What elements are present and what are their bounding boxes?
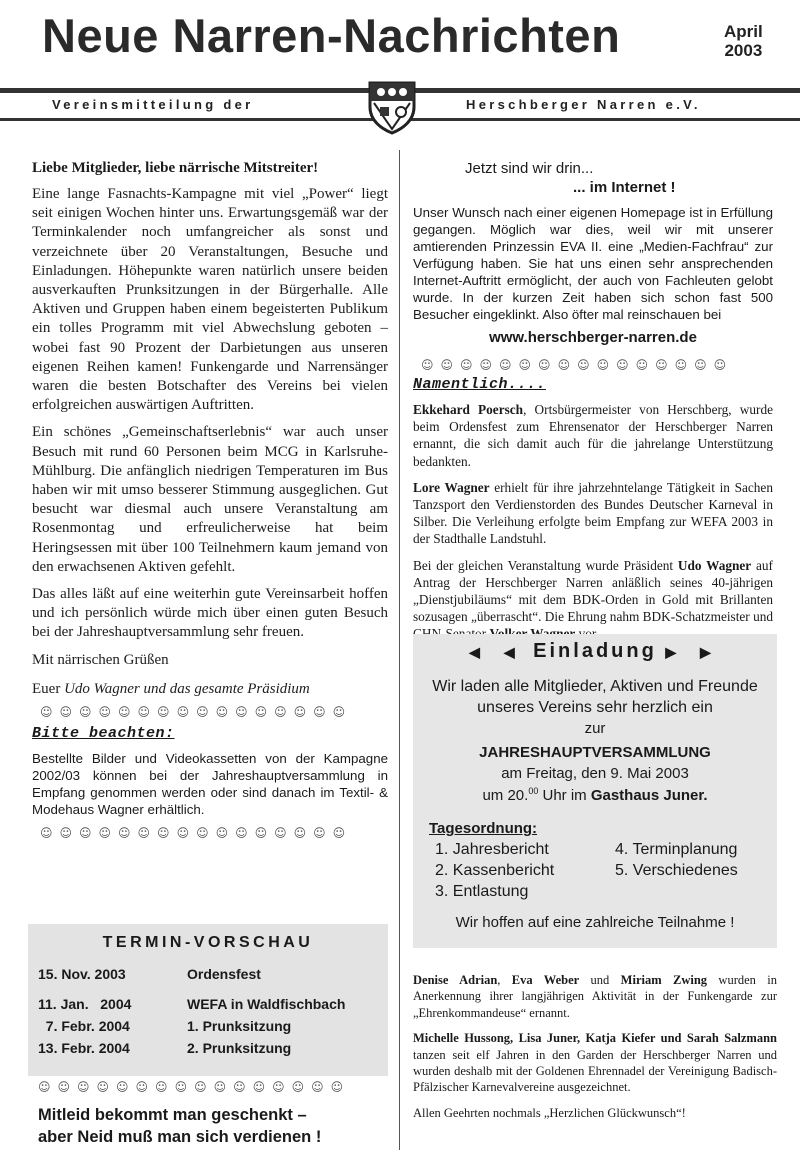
honoree-text: Bei der gleichen Veranstaltung wurde Präsident <box>413 557 678 573</box>
honoree-text: , Ortsbürgermeister von Herschberg, wurde beim Ordensfest zum Ehrensenator der Herschberger Narren ernannt, die sich damit auch für die jahrelange Unterstützung bedankten. <box>413 402 773 469</box>
termin-date: 11. Jan. 2004 <box>38 996 132 1012</box>
termin-title: TERMIN-VORSCHAU <box>102 934 314 951</box>
right-column <box>413 160 773 652</box>
notice-text: Bestellte Bilder und Videokassetten von der Kampagne 2002/03 können bei der Jahreshauptversammlung in Empfang genommen werden oder sind danach im Textil- & Modehaus Wagner erhältlich. <box>32 751 388 818</box>
honoree-text: erhielt für ihre jahrzehntelange Tätigkeit in Sachen Tanzsport den Verdienstorden des Bundes Deutscher Karneval in Silber. Die Verleihung erfolgte beim Empfang zur WEFA 2003 in der Stadthalle Landstuhl. <box>413 479 773 547</box>
arrow-left-icon: ◀ ◀ <box>469 644 525 660</box>
column-divider <box>399 150 400 1150</box>
signature-name: Udo Wagner und das gesamte Präsidium <box>64 680 310 697</box>
namentlich-paragraph-3 <box>413 557 773 643</box>
time-text: Uhr im <box>538 787 591 804</box>
smiley-divider: ☺☺☺☺☺☺☺☺☺☺☺☺☺☺☺☺ <box>421 358 734 372</box>
internet-headline-1: Jetzt sind wir drin... <box>465 160 594 177</box>
honoree-text: , <box>497 973 512 987</box>
greeting-heading: Liebe Mitglieder, liebe närrische Mitstreiter! <box>32 160 319 176</box>
honors-section <box>413 972 777 1130</box>
invitation-box <box>413 634 777 948</box>
agenda-item: 4. Terminplanung <box>615 841 738 858</box>
internet-text: Unser Wunsch nach einer eigenen Homepage ist in Erfüllung gegangen. Möglich war dies, weil wir mit unserer amtierenden Prinzessin EVA II. eine „Medien-Fachfrau“ zur Verfügung haben. Sie hat uns einen sehr ansprechenden Internet-Auftritt ermöglicht, der auch von Fachleuten gelobt wurde. In der kurzen Zeit haben sich schon fast 500 Besucher eingeklinkt. Also öfter mal reinschauen bei <box>413 205 773 322</box>
honoree-name: Denise Adrian <box>413 973 498 987</box>
termin-event: 1. Prunksitzung <box>187 1018 292 1034</box>
motto-line-1: Mitleid bekommt man geschenkt – <box>38 1106 307 1124</box>
termin-date: 15. Nov. 2003 <box>38 966 126 982</box>
agenda-item: 5. Verschiedenes <box>615 862 738 879</box>
honoree-text: auf Antrag der Herschberger Narren anläßlich seines 40-jährigen „Dienstjubiläums“ mit dem BDK-Orden in Gold mit Brillanten sozusagen „überrascht“. Die Ehrung nahm BDK-Schatzmeister und <box>413 557 774 625</box>
namentlich-paragraph-2 <box>413 479 773 548</box>
termin-date: 7. Febr. 2004 <box>38 1018 130 1034</box>
issue-year: 2003 <box>724 41 763 60</box>
invitation-title <box>413 640 777 663</box>
namentlich-heading: Namentlich.... <box>413 376 547 393</box>
honors-paragraph-3: Allen Geehrten nochmals „Herzlichen Glückwunsch“! <box>413 1105 686 1120</box>
termin-event: 2. Prunksitzung <box>187 1040 292 1056</box>
issue-month: April <box>724 22 763 41</box>
smiley-divider: ☺☺☺☺☺☺☺☺☺☺☺☺☺☺☺☺ <box>38 1080 351 1094</box>
subtitle-left: Vereinsmitteilung der <box>52 97 254 112</box>
masthead-title: Neue Narren-Nachrichten <box>42 9 621 62</box>
invitation-intro: Wir laden alle Mitglieder, Aktiven und Freunde unseres Vereins sehr herzlich ein <box>432 678 758 716</box>
venue-name: Gasthaus Juner. <box>590 787 708 804</box>
greeting-paragraph-2: Ein schönes „Gemeinschaftserlebnis“ war auch unser Besuch mit rund 60 Personen beim MCG in Karlsruhe-Mühlburg. Die anfänglich niedrigen Temperaturen im Bus haben wir mit umso besserer Stimmung ausgeglichen. Gut besucht war diesmal auch unsere Veranstaltung am Rosenmontag und erfreulicherweise hat beim Heringsessen mit über 100 Teilnehmern kaum jemand von den erwachsenen Aktiven gefehlt. <box>32 424 388 575</box>
termin-event: Ordensfest <box>187 966 261 982</box>
greeting-paragraph-3: Das alles läßt auf eine weiterhin gute Vereinsarbeit hoffen und ich persönlich würde mich über einen guten Besuch bei der Jahreshauptversammlung sehr freuen. <box>32 586 388 641</box>
smiley-divider: ☺☺☺☺☺☺☺☺☺☺☺☺☺☺☺☺ <box>40 705 353 720</box>
invitation-closing: Wir hoffen auf eine zahlreiche Teilnahme ! <box>455 914 735 931</box>
honors-paragraph-1 <box>413 972 777 1021</box>
notice-heading: Bitte beachten: <box>32 725 175 743</box>
signature-prefix: Euer <box>32 680 65 697</box>
invitation-zur: zur <box>584 720 606 737</box>
smiley-divider: ☺☺☺☺☺☺☺☺☺☺☺☺☺☺☺☺ <box>40 826 353 841</box>
termin-event: WEFA in Waldfischbach <box>187 996 346 1012</box>
honoree-name: Udo Wagner <box>677 557 752 573</box>
termin-preview-box <box>28 924 388 1076</box>
honors-paragraph-2 <box>413 1030 777 1096</box>
internet-headline-2: ... im Internet ! <box>573 179 676 196</box>
agenda-item: 3. Entlastung <box>435 883 529 900</box>
invitation-date: am Freitag, den 9. Mai 2003 <box>501 765 689 782</box>
greeting-signature <box>32 680 388 699</box>
invitation-title-text: Einladung <box>533 640 657 662</box>
honoree-name: Eva Weber <box>511 973 580 987</box>
left-column <box>32 160 388 840</box>
time-text: um 20. <box>482 787 529 804</box>
honoree-name: Michelle Hussong, Lisa Juner, Katja Kiefer und Sarah Salzmann <box>413 1031 777 1046</box>
honoree-name: Ekkehard Poersch <box>413 402 524 417</box>
greeting-paragraph-1: Eine lange Fasnachts-Kampagne mit viel „Power“ liegt seit einigen Wochen hinter uns. Erwartungsgemäß war der Terminkalender noch umfangreicher als sonst und verzeichnete über 20 Veranstaltungen, Besuche und Einladungen. Höhepunkte waren natürlich unsere beiden ausverkauften Prunksitzungen in der Bürgerhalle. Alle Aktiven und Gruppen haben einem begeisterten Publikum ein tolles Programm mit viel Abwechslung geboten – wobei fast 90 Prozent der Darbietungen aus unseren eigenen Reihen kamen! Funkengarde und Narrensänger waren die besten Botschafter des Vereins bei vielen erfolgreichen auswärtigen Auftritten. <box>32 186 388 414</box>
website-link[interactable]: www.herschberger-narren.de <box>489 329 697 346</box>
honoree-name: Miriam Zwing <box>620 973 708 987</box>
greeting-closing: Mit närrischen Grüßen <box>32 651 169 668</box>
agenda-list-left <box>435 839 554 902</box>
agenda-item: 2. Kassenbericht <box>435 862 555 879</box>
namentlich-paragraph-1 <box>413 401 773 470</box>
agenda-item: 1. Jahresbericht <box>435 841 549 858</box>
agenda-title: Tagesordnung: <box>429 820 538 837</box>
honoree-name: Lore Wagner <box>413 479 490 495</box>
termin-date: 13. Febr. 2004 <box>38 1040 130 1056</box>
subtitle-right: Herschberger Narren e.V. <box>466 97 701 112</box>
arrow-right-icon: ▶ ▶ <box>665 644 721 660</box>
invitation-event: JAHRESHAUPTVERSAMMLUNG <box>479 744 711 761</box>
invitation-time <box>413 786 777 804</box>
motto-line-2: aber Neid muß man sich verdienen ! <box>38 1128 322 1146</box>
honoree-text: und <box>579 973 621 987</box>
issue-date <box>724 22 763 60</box>
honoree-text: tanzen seit elf Jahren in den Garden der Herschberger Narren und wurden deshalb mit der Goldenen Ehrennadel der Vereinigung Badisch-Pfälzischer Karnevalvereine ausgezeichnet. <box>413 1047 777 1095</box>
honoree-text: wurden in Anerkennung ihrer langjährigen Aktivität in der Funkengarde zur „Ehrenkommandeuse“ ernannt. <box>413 973 777 1020</box>
coat-of-arms-icon <box>366 79 418 135</box>
motto <box>38 1104 321 1148</box>
time-minutes: 00 <box>528 786 539 796</box>
agenda-list-right <box>615 839 738 881</box>
